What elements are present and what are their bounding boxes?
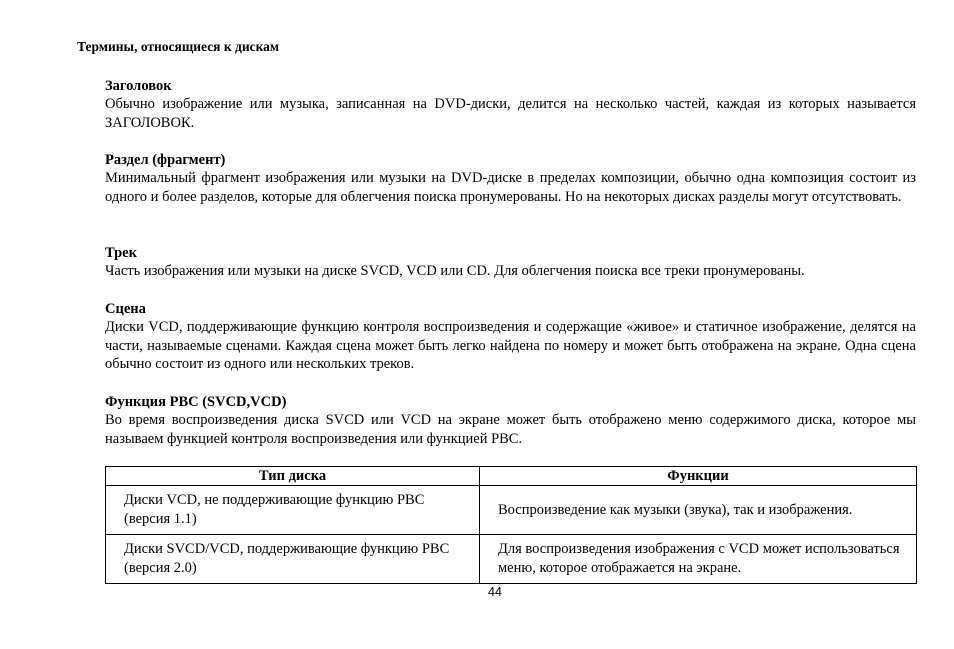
table-row: [106, 535, 917, 584]
section-text: Минимальный фрагмент изображения или музыки на DVD-диске в пределах композиции, обычно одна композиция состоит из одного и более разделов, которые для облегчения поиска пронумерованы. Но на некоторых дисках разделы могут отсутствовать.: [105, 170, 916, 205]
section-scene-term: [105, 300, 916, 374]
section-text: Часть изображения или музыки на диске SVCD, VCD или CD. Для облегчения поиска все треки пронумерованы.: [105, 263, 805, 279]
table-row: [106, 486, 917, 535]
section-title-term: [105, 77, 916, 132]
table-cell-functions: Для воспроизведения изображения с VCD может использоваться меню, которое отображается на экране.: [480, 535, 917, 584]
section-track-term: [105, 244, 916, 281]
section-heading: Функция PBC (SVCD,VCD): [105, 394, 287, 410]
section-text: Во время воспроизведения диска SVCD или VCD на экране может быть отображено меню содержимого диска, которое мы называем функцией контроля воспроизведения или функцией PBC.: [105, 412, 916, 447]
table-cell-functions: Воспроизведение как музыки (звука), так и изображения.: [480, 486, 917, 535]
table-cell-disc-type: Диски SVCD/VCD, поддерживающие функцию PBC (версия 2.0): [106, 535, 480, 584]
section-text: Обычно изображение или музыка, записанная на DVD-диски, делится на несколько частей, каждая из которых называется ЗАГОЛОВОК.: [105, 96, 916, 131]
column-header-functions: Функции: [480, 467, 917, 486]
column-header-disc-type: Тип диска: [106, 467, 480, 486]
section-heading: Заголовок: [105, 78, 172, 94]
section-text: Диски VCD, поддерживающие функцию контроля воспроизведения и содержащие «живое» и статичное изображение, делятся на части, называемые сценами. Каждая сцена может быть легко найдена по номеру и может быть отображена на экране. Одна сцена обычно состоит из одного или нескольких треков.: [105, 319, 916, 372]
table-cell-disc-type: Диски VCD, не поддерживающие функцию PBC (версия 1.1): [106, 486, 480, 535]
page-number: 44: [488, 585, 502, 599]
section-heading: Раздел (фрагмент): [105, 152, 226, 168]
section-heading: Трек: [105, 245, 137, 261]
page-heading: Термины, относящиеся к дискам: [77, 39, 280, 54]
table-header-row: [106, 467, 917, 486]
section-pbc-term: [105, 393, 916, 448]
section-chapter-term: [105, 151, 916, 206]
section-heading: Сцена: [105, 301, 146, 317]
disc-types-table: [105, 466, 917, 584]
